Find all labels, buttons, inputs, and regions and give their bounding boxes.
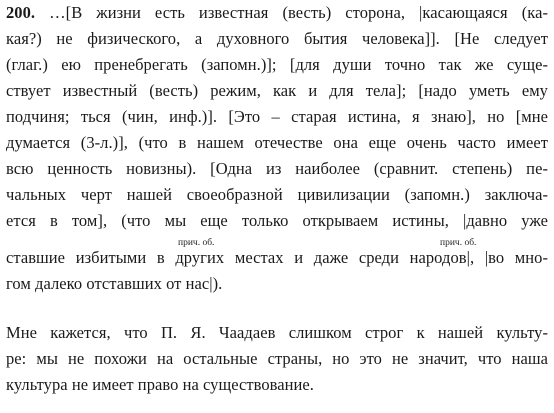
exercise-line-11: гом далеко отставших от нас|). xyxy=(6,274,223,293)
participle-annotation: прич. об. xyxy=(178,238,215,248)
exercise-line-3: (глаг.) ею пренебрегать (запомн.)]; [для души точно так же суще- xyxy=(6,55,548,74)
exercise-line-6: думается (3-л.)], (что в нашем отечестве она еще очень часто имеет xyxy=(6,133,548,152)
exercise-line-8: чальных черт нашей своеобразной цивилизации (запомн.) заключа- xyxy=(6,185,548,204)
exercise-line-1-text: …[В жизни есть известная (весть) сторона, |касающаяся (ка- xyxy=(49,3,548,22)
commentary-line-3: культура не имеет право на существование. xyxy=(6,375,314,394)
commentary-line-1: Мне кажется, что П. Я. Чаадаев слишком строг к нашей культу- xyxy=(6,323,548,342)
exercise-line-4: ствует известный (весть) режим, как и для тела]; [надо уметь ему xyxy=(6,81,548,100)
exercise-line-2: кая?) не физического, а духовного бытия человека]]. [Не следует xyxy=(6,29,548,48)
commentary-line-2: ре: мы не похожи на остальные страны, но это не значит, что наша xyxy=(6,349,548,368)
exercise-line-5: подчиня; ться (чин, инф.)]. [Это – старая истина, я знаю], но [мне xyxy=(6,107,548,126)
participle-annotation: прич. об. xyxy=(440,238,477,248)
exercise-line-7: всю ценность новизны). [Одна из наиболее (сравнит. степень) пе- xyxy=(6,159,548,178)
exercise-number: 200. xyxy=(6,3,36,22)
exercise-line-10: ставшие избитыми в других местах и даже среди народов|, |во мно- xyxy=(6,248,548,267)
exercise-line-9: ется в том], (что мы еще только открываем истины, |давно уже xyxy=(6,211,548,230)
exercise-line-1 xyxy=(6,0,548,26)
